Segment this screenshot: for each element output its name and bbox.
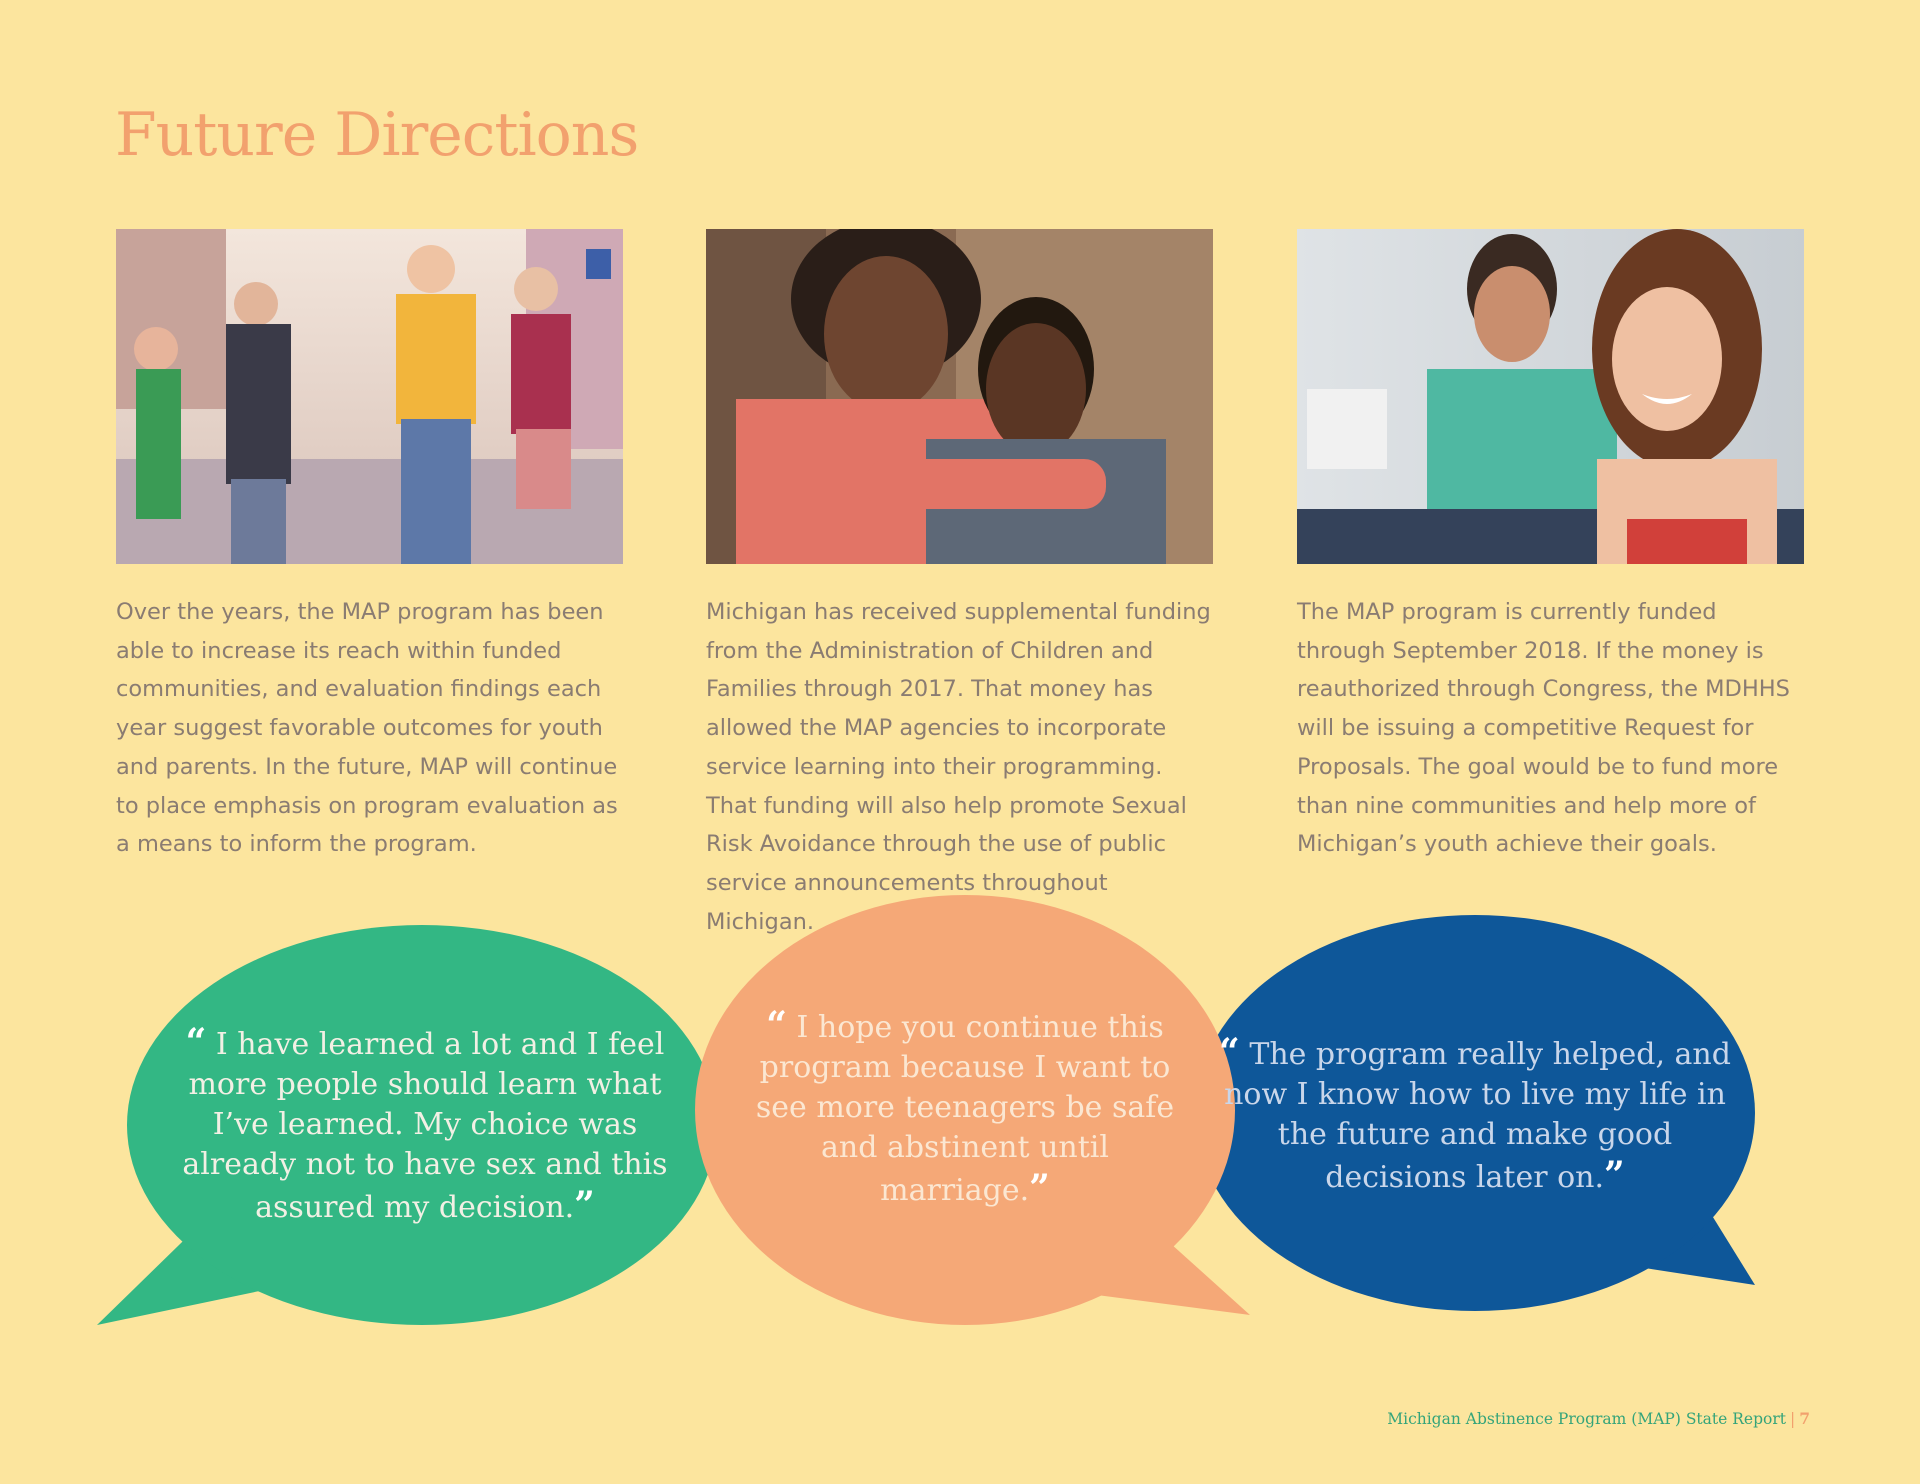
page-number: 7 (1799, 1409, 1810, 1428)
footer-separator: | (1789, 1410, 1796, 1428)
open-quote-mark: “ (1219, 1031, 1240, 1073)
footer-report-title: Michigan Abstinence Program (MAP) State Report (1387, 1410, 1786, 1428)
quote-program-helped (1210, 1032, 1740, 1198)
quote-learned-a-lot (180, 1022, 670, 1228)
quote-text: I have learned a lot and I feel more people should learn what I’ve learned. My choice was already not to have sex and this assured my decision. (182, 1027, 668, 1225)
close-quote-mark: ” (1604, 1154, 1625, 1196)
close-quote-mark: ” (1029, 1167, 1050, 1209)
quote-text: I hope you continue this program because I want to see more teenagers be safe and abstinent until marriage. (755, 1010, 1175, 1208)
quote-text: The program really helped, and now I know how to live my life in the future and make good decisions later on. (1224, 1037, 1731, 1195)
page-footer (1300, 1409, 1810, 1428)
page-title: Future Directions (115, 100, 639, 170)
open-quote-mark: “ (185, 1021, 207, 1063)
close-quote-mark: ” (574, 1184, 595, 1226)
paragraph-future-evaluation: Over the years, the MAP program has been able to increase its reach within funded communities, and evaluation findings each year suggest favorable outcomes for youth and parents. In the future, MAP will continue to place emphasis on program evaluation as a means to inform the program. (116, 599, 618, 858)
paragraph-supplemental-funding: Michigan has received supplemental funding from the Administration of Children and Families through 2017. That money has allowed the MAP agencies to incorporate service learning into their programming. That funding will also help promote Sexual Risk Avoidance through the use of public service announcements throughout Michigan. (706, 599, 1211, 935)
open-quote-mark: “ (766, 1004, 787, 1046)
quote-continue-program (755, 1005, 1175, 1211)
paragraph-funding-timeline: The MAP program is currently funded through September 2018. If the money is reauthorized through Congress, the MDHHS will be issuing a competitive Request for Proposals. The goal would be to fund more than nine communities and help more of Michigan’s youth achieve their goals. (1297, 599, 1790, 858)
